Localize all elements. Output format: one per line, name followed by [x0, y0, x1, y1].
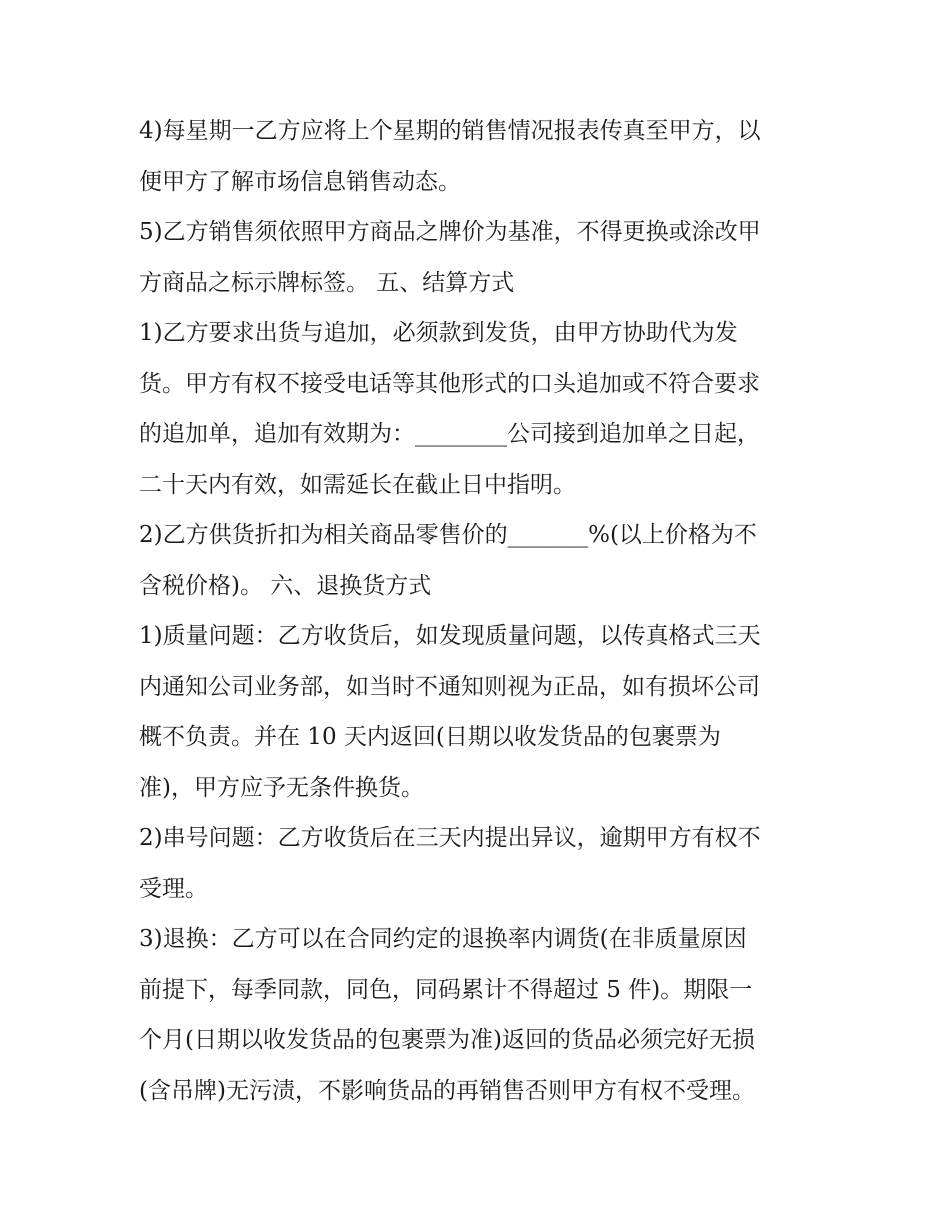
text-line-10: 含税价格)。 六、退换货方式: [139, 572, 432, 599]
text-line-2: 便甲方了解市场信息销售动态。: [139, 168, 461, 195]
text-line-12: 内通知公司业务部，如当时不通知则视为正品，如有损坏公司: [139, 673, 760, 700]
text-line-13: 概不负责。并在 10 天内返回(日期以收发货品的包裹票为: [139, 724, 721, 750]
text-line-16: 受理。: [139, 875, 208, 902]
text-line-5: 1)乙方要求出货与追加，必须款到发货，由甲方协助代为发: [139, 320, 738, 346]
document-body: [139, 106, 819, 1116]
text-line-20: (含吊牌)无污渍，不影响货品的再销售否则甲方有权不受理。: [139, 1077, 755, 1104]
text-line-18: 前提下，每季同款，同色，同码累计不得超过 5 件)。期限一: [139, 976, 753, 1003]
text-line-17: 3)退换：乙方可以在合同约定的退换率内调货(在非质量原因: [139, 926, 747, 952]
text-line-14: 准)，甲方应予无条件换货。: [139, 774, 424, 801]
text-line-11: 1)质量问题：乙方收货后，如发现质量问题，以传真格式三天: [139, 623, 761, 649]
text-line-15: 2)串号问题：乙方收货后在三天内提出异议，逾期甲方有权不: [139, 825, 761, 851]
text-line-19: 个月(日期以收发货品的包裹票为准)返回的货品必须完好无损: [139, 1027, 755, 1053]
text-line-9: 2)乙方供货折扣为相关商品零售价的_______%(以上价格为不: [139, 522, 757, 548]
text-line-7: 的追加单，追加有效期为：________公司接到追加单之日起，: [139, 421, 760, 447]
text-line-1: 4)每星期一乙方应将上个星期的销售情况报表传真至甲方，以: [139, 118, 761, 144]
text-line-8: 二十天内有效，如需延长在截止日中指明。: [139, 471, 576, 498]
text-line-6: 货。甲方有权不接受电话等其他形式的口头追加或不符合要求: [139, 370, 760, 397]
text-line-4: 方商品之标示牌标签。 五、结算方式: [139, 269, 515, 296]
text-line-3: 5)乙方销售须依照甲方商品之牌价为基准，不得更换或涂改甲: [139, 219, 761, 245]
